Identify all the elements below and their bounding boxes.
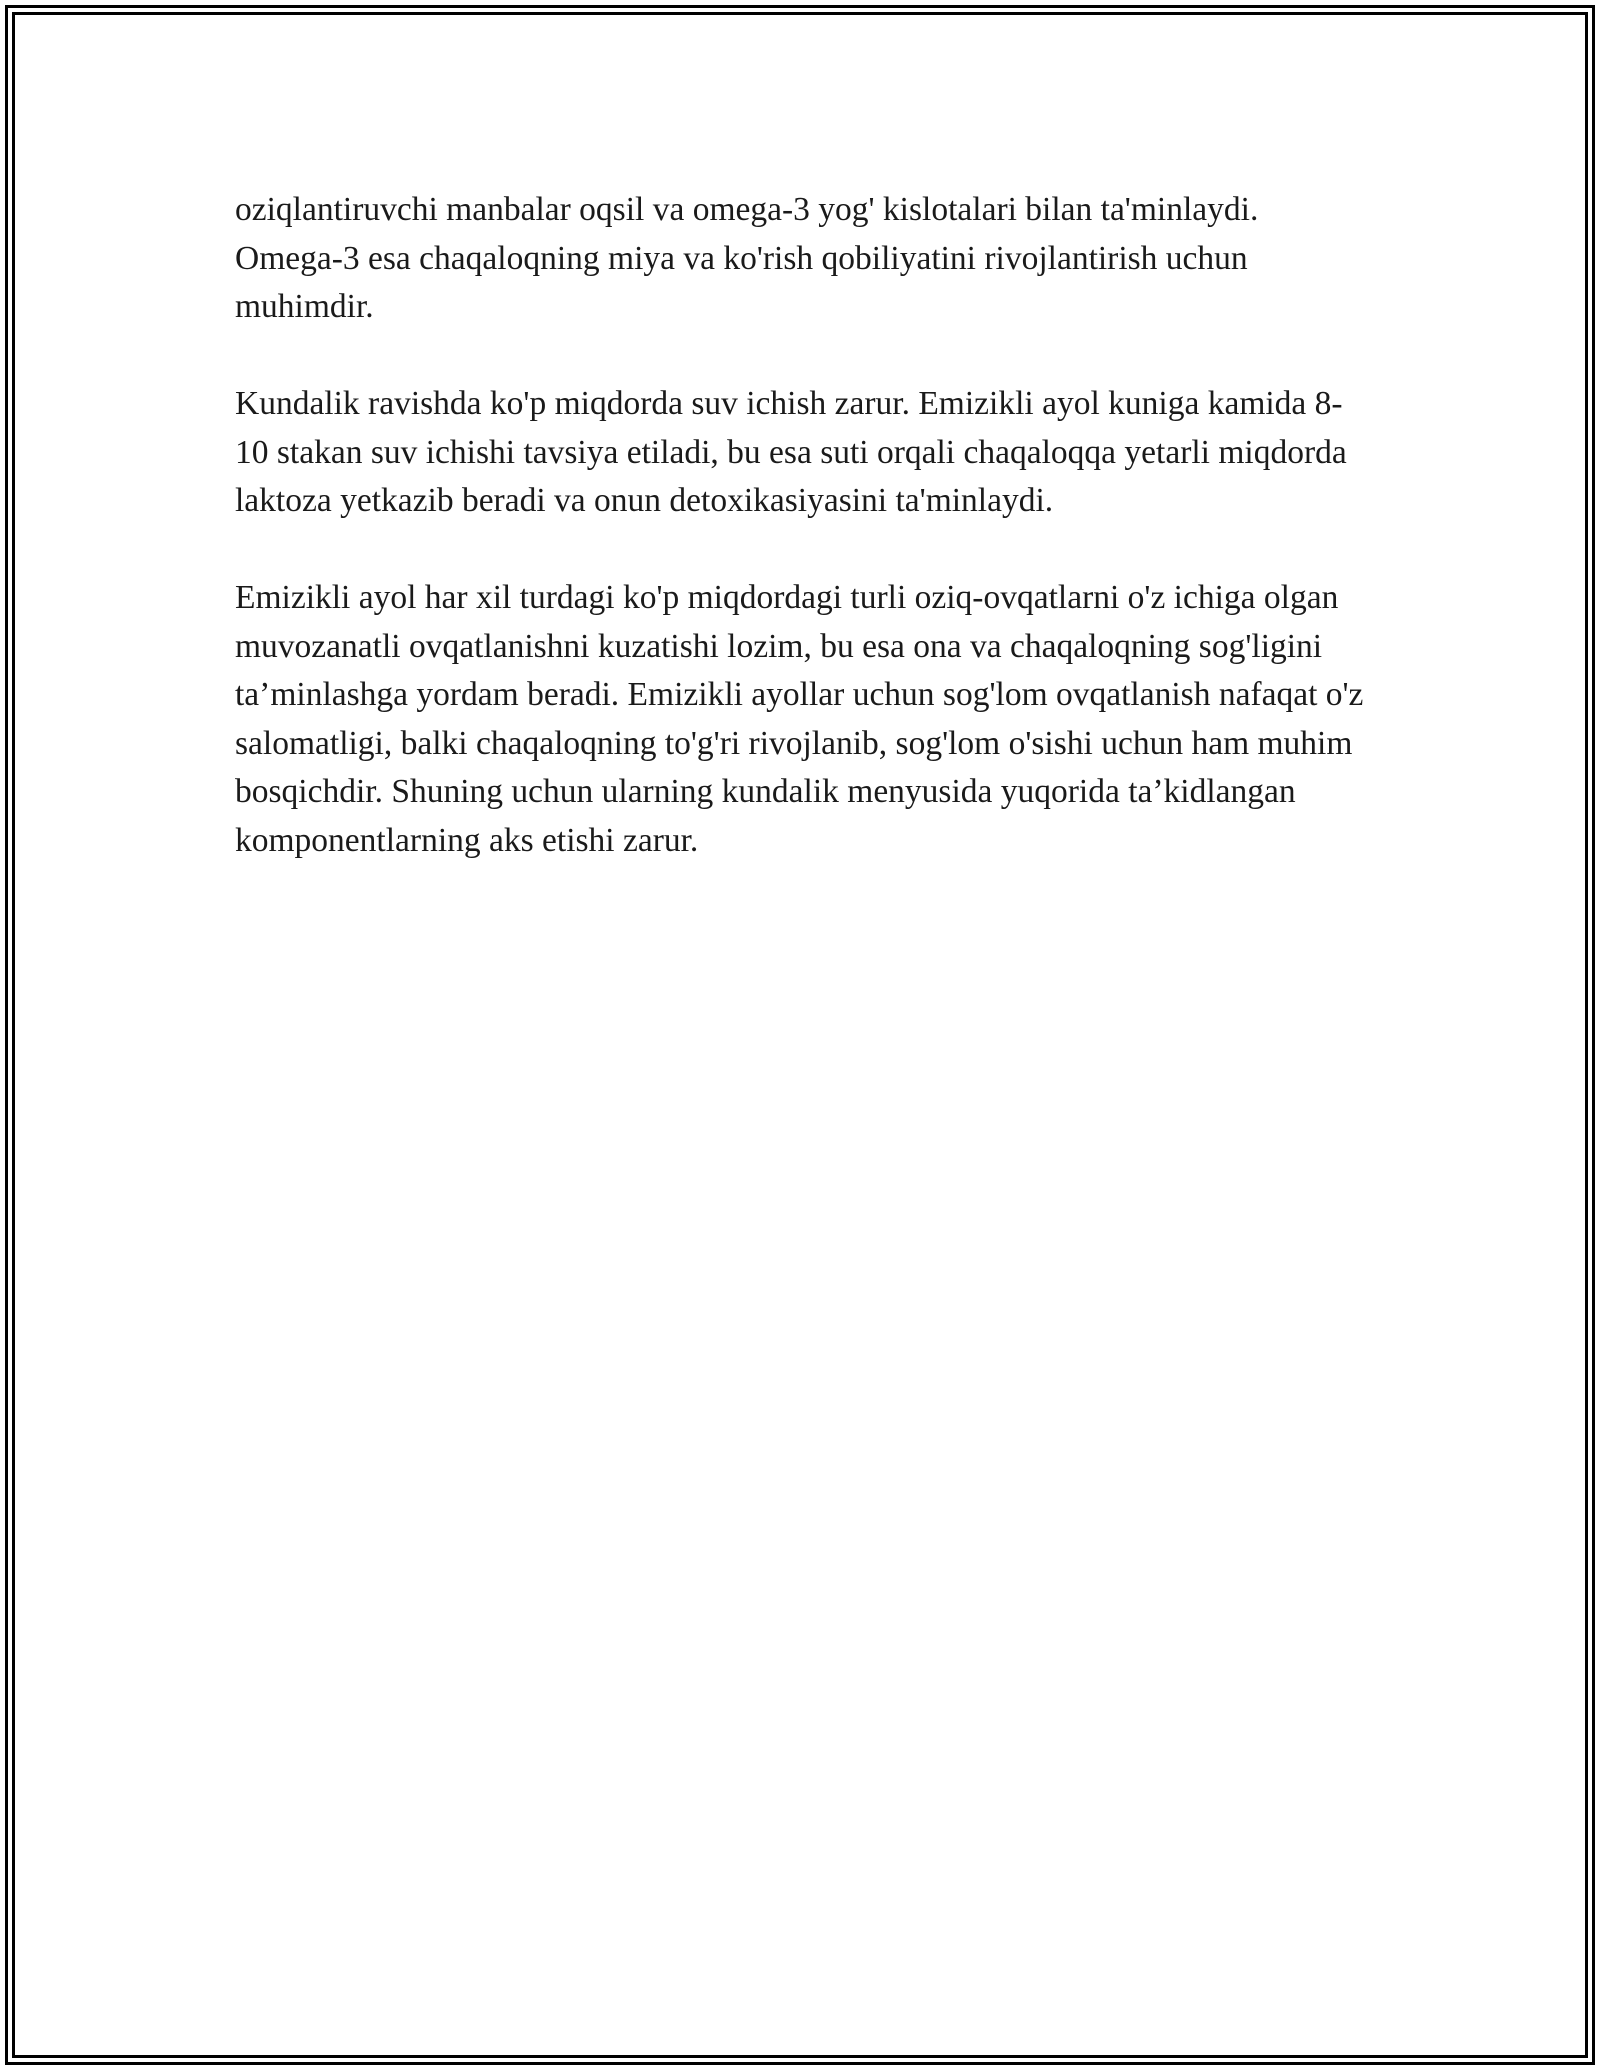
document-body [235, 186, 1370, 914]
paragraph-balanced-diet: Emizikli ayol har xil turdagi ko'p miqdordagi turli oziq-ovqatlarni o'z ichiga olgan muvozanatli ovqatlanishni kuzatishi lozim, bu esa ona va chaqaloqning sog'ligini ta’minlashga yordam beradi. Emizikli ayollar uchun sog'lom ovqatlanish nafaqat o'z salomatligi, balki chaqaloqning to'g'ri rivojlanib, sog'lom o'sishi uchun ham muhim bosqichdir. Shuning uchun ularning kundalik menyusida yuqorida ta’kidlangan komponentlarning aks etishi zarur. [235, 579, 1364, 859]
paragraph-omega3: oziqlantiruvchi manbalar oqsil va omega-3 yog' kislotalari bilan ta'minlaydi. Omega-3 esa chaqaloqning miya va ko'rish qobiliyatini rivojlantirish uchun muhimdir. [235, 191, 1259, 325]
paragraph-water-intake: Kundalik ravishda ko'p miqdorda suv ichish zarur. Emizikli ayol kuniga kamida 8-10 stakan suv ichishi tavsiya etiladi, bu esa suti orqali chaqaloqqa yetarli miqdorda laktoza yetkazib beradi va onun detoxikasiyasini ta'minlaydi. [235, 385, 1347, 519]
